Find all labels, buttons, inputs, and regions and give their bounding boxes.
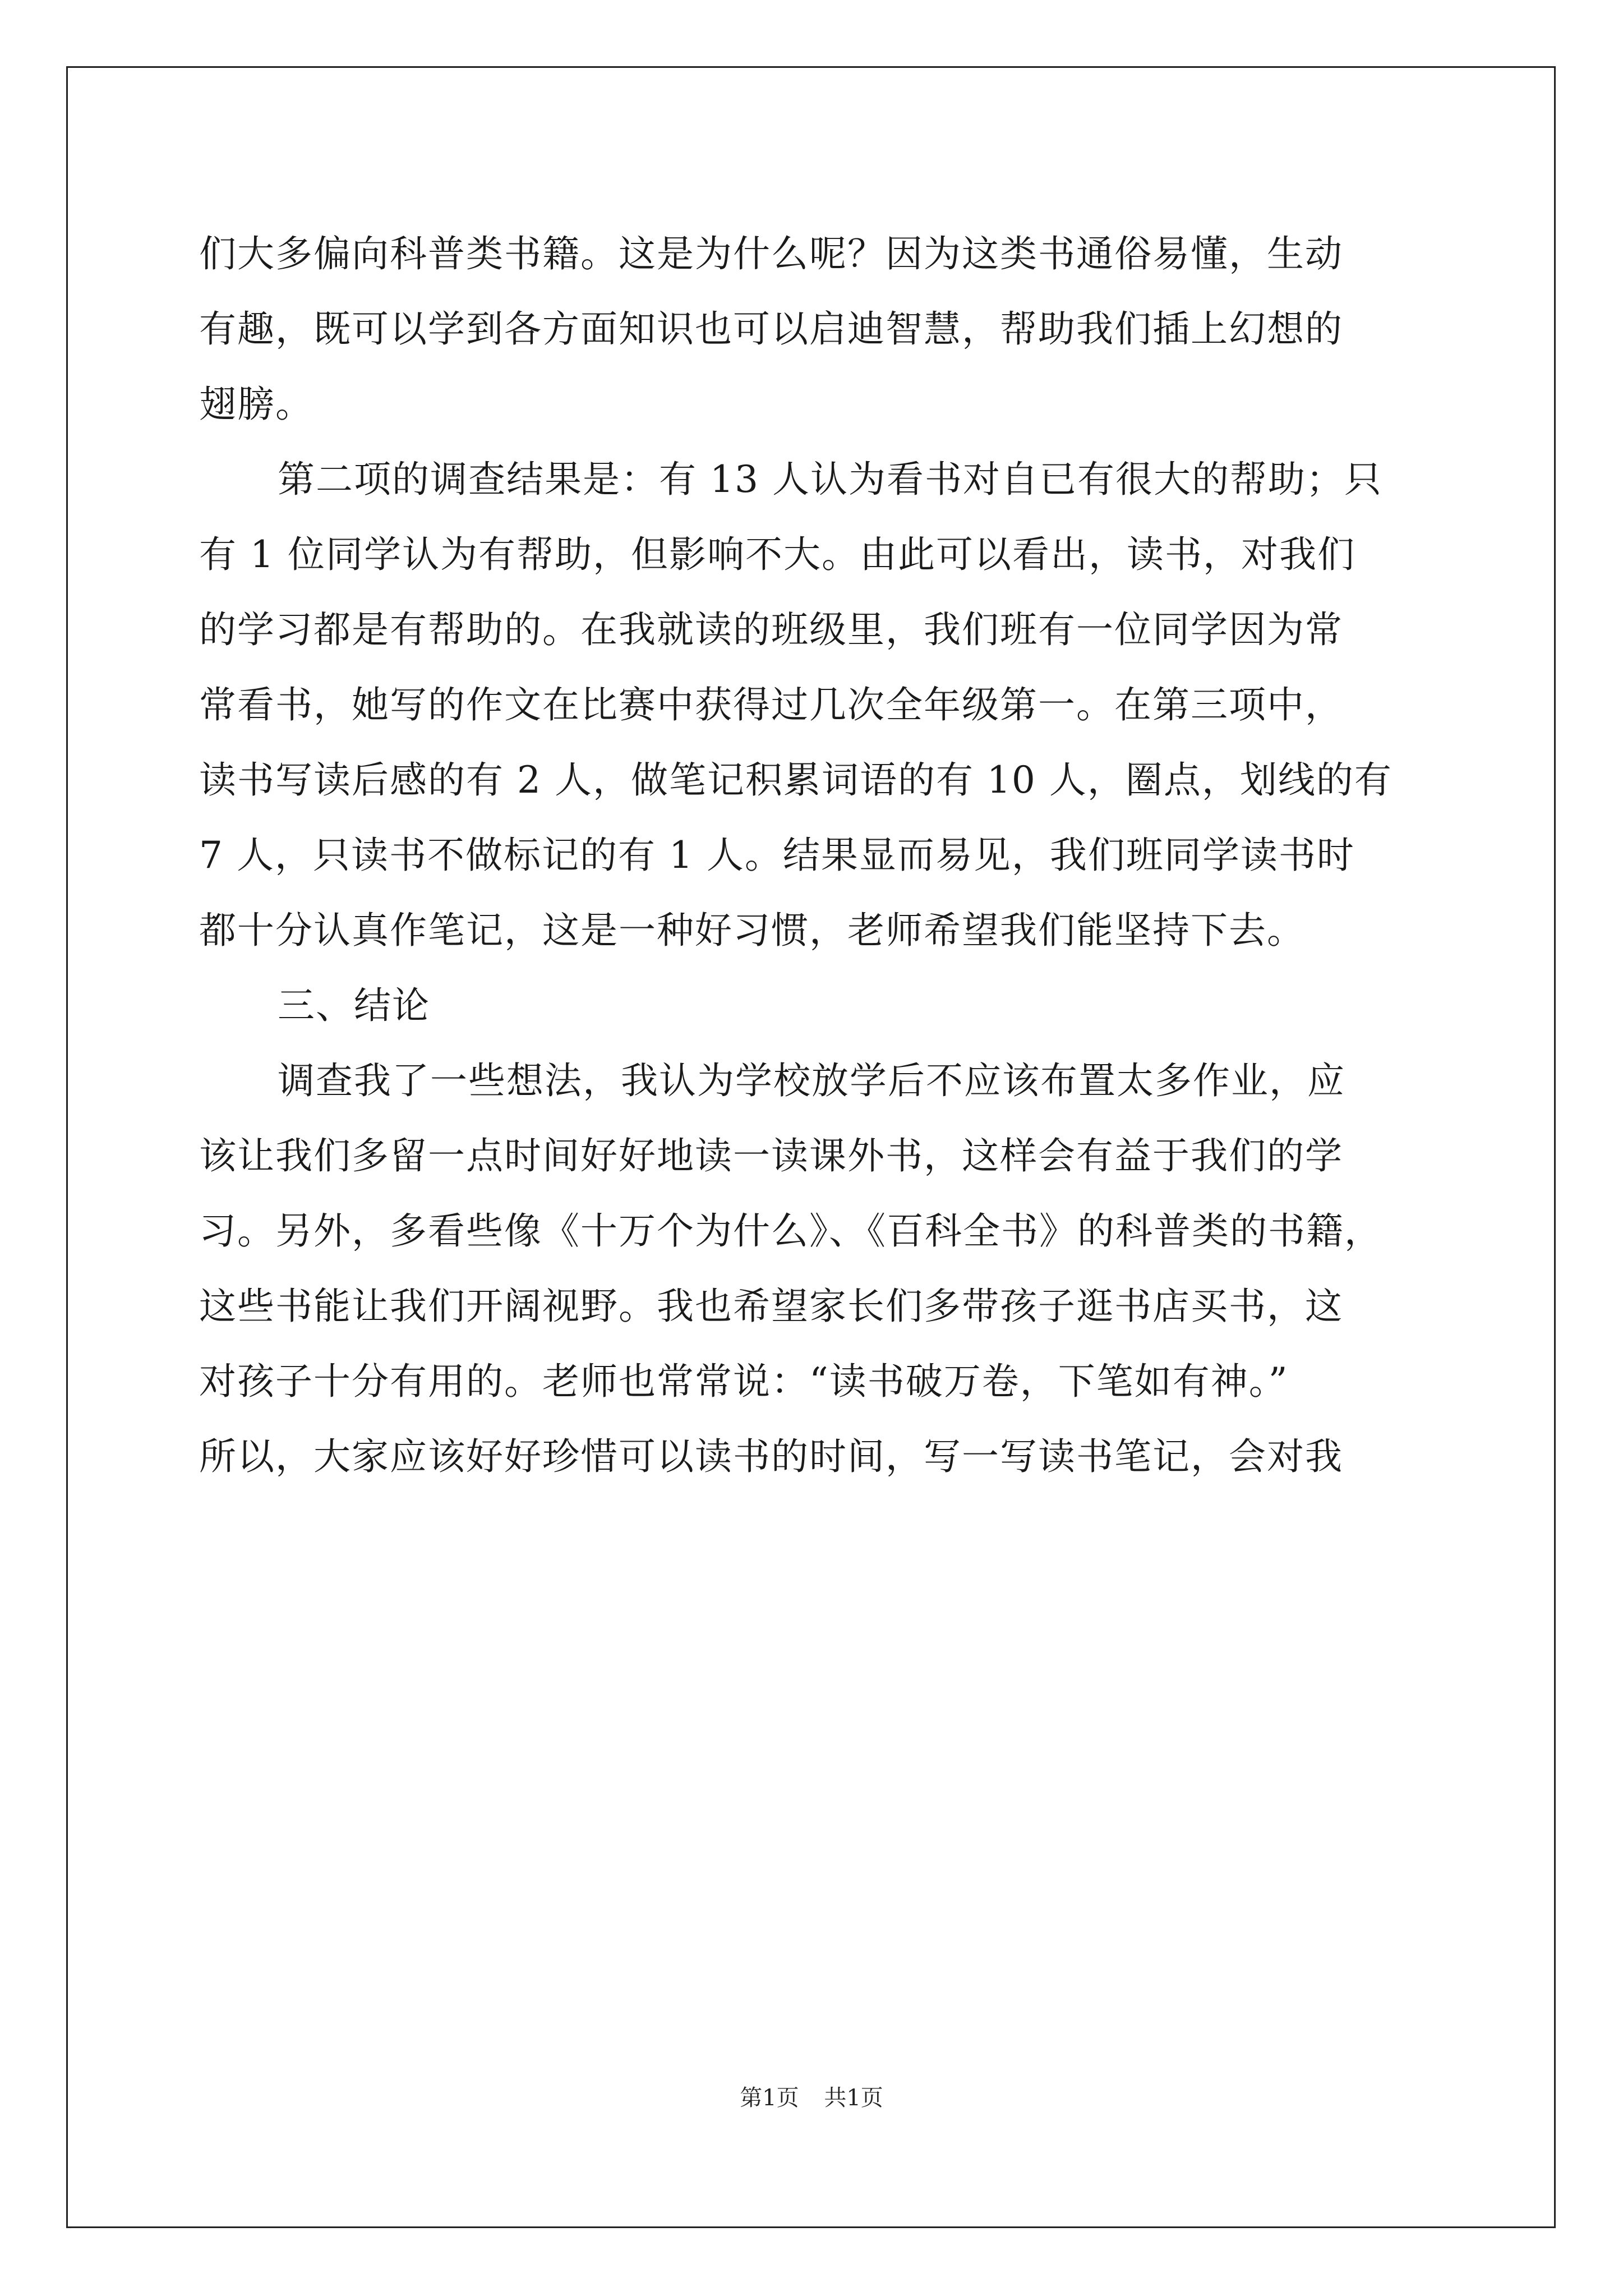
text-line: 所以，大家应该好好珍惜可以读书的时间，写一写读书笔记，会对我 <box>199 1435 1343 1478</box>
text-line: 该让我们多留一点时间好好地读一读课外书，这样会有益于我们的学 <box>199 1134 1343 1177</box>
total-pages: 共1页 <box>824 2085 883 2111</box>
text-line: 有趣，既可以学到各方面知识也可以启迪智慧，帮助我们插上幻想的 <box>199 307 1343 351</box>
text-line: 们大多偏向科普类书籍。这是为什么呢？因为这类书通俗易懂，生动 <box>199 232 1343 275</box>
paragraph-start-line: 第二项的调查结果是：有 13 人认为看书对自已有很大的帮助；只 <box>278 458 1382 501</box>
text-line: 这些书能让我们开阔视野。我也希望家长们多带孩子逛书店买书，这 <box>199 1285 1343 1328</box>
text-line: 对孩子十分有用的。老师也常常说：“读书破万卷，下笔如有神。” <box>199 1360 1289 1403</box>
text-line: 习。另外，多看些像《十万个为什么》、《百科全书》的科普类的书籍， <box>199 1209 1382 1253</box>
text-line: 7 人，只读书不做标记的有 1 人。结果显而易见，我们班同学读书时 <box>199 834 1355 877</box>
text-line: 翅膀。 <box>199 383 313 426</box>
page-footer <box>0 2081 1623 2115</box>
text-line: 读书写读后感的有 2 人，做笔记积累词语的有 10 人，圈点，划线的有 <box>199 758 1393 802</box>
text-line: 都十分认真作笔记，这是一种好习惯，老师希望我们能坚持下去。 <box>199 909 1305 952</box>
text-line: 常看书，她写的作文在比赛中获得过几次全年级第一。在第三项中， <box>199 683 1343 726</box>
text-line: 有 1 位同学认为有帮助，但影响不大。由此可以看出，读书，对我们 <box>199 533 1355 576</box>
page-number: 第1页 <box>740 2085 799 2111</box>
paragraph-start-line: 调查我了一些想法，我认为学校放学后不应该布置太多作业，应 <box>278 1059 1345 1102</box>
text-line: 的学习都是有帮助的。在我就读的班级里，我们班有一位同学因为常 <box>199 608 1343 651</box>
section-heading: 三、结论 <box>278 984 430 1027</box>
